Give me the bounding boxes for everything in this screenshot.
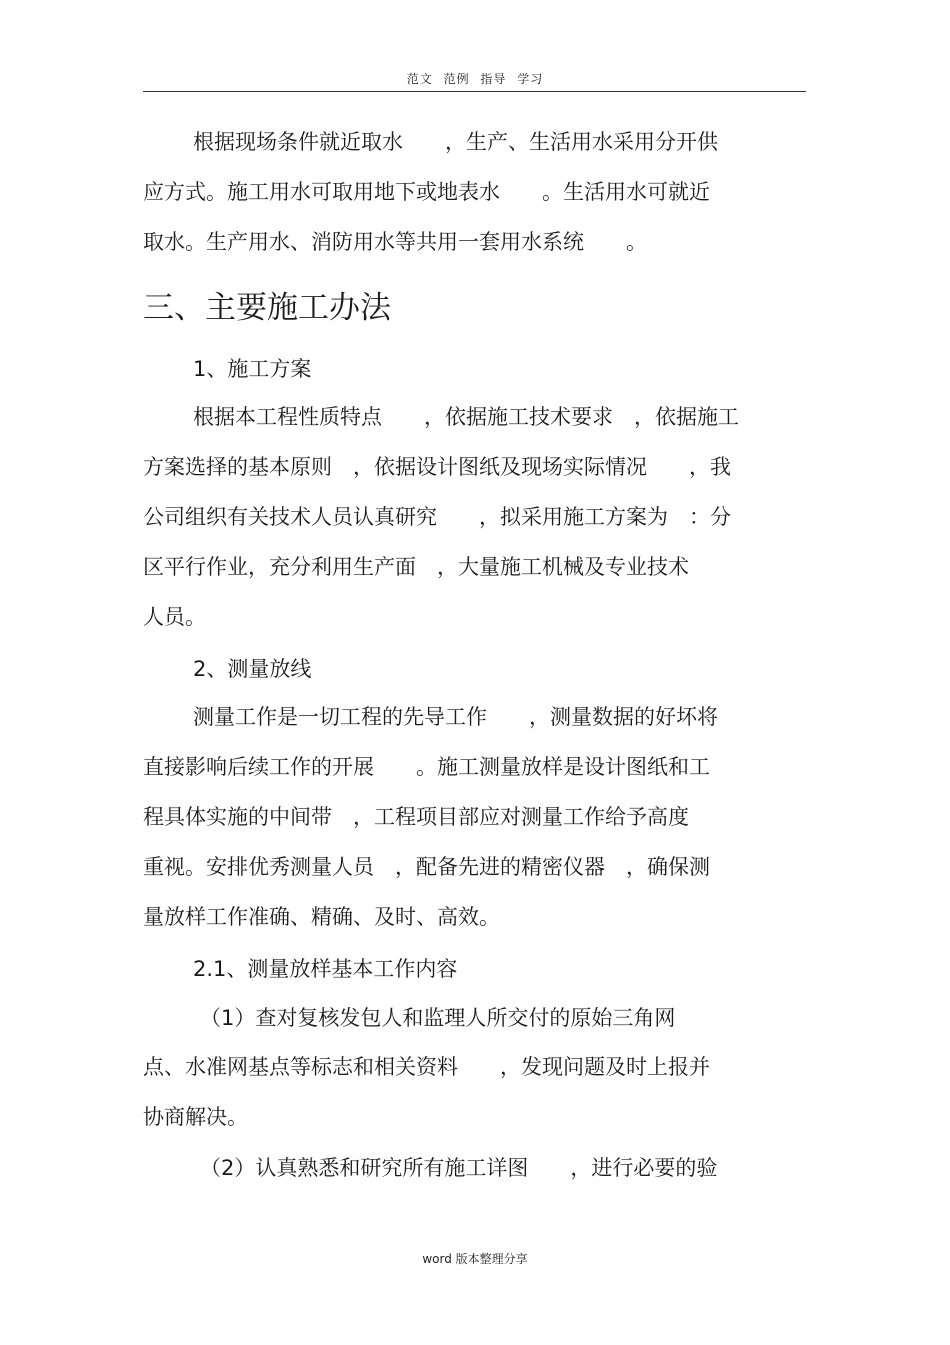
body-line: 程具体实施的中间带 ，工程项目部应对测量工作给予高度	[143, 805, 689, 829]
header-item: 范例	[443, 72, 470, 86]
subsection-title: 2、测量放线	[193, 657, 312, 681]
body-line: （2）认真熟悉和研究所有施工详图 ，进行必要的验	[200, 1156, 718, 1180]
header-text	[0, 70, 950, 87]
subsection-title: 2.1、测量放样基本工作内容	[193, 957, 458, 981]
body-line: 区平行作业，充分利用生产面 ，大量施工机械及专业技术	[143, 555, 689, 579]
body-line: 人员。	[143, 605, 206, 629]
page-footer: word 版本整理分享	[422, 1252, 528, 1266]
body-line: 协商解决。	[143, 1105, 248, 1129]
body-line: 重视。安排优秀测量人员 ，配备先进的精密仪器 ，确保测	[143, 855, 710, 879]
body-line: （1）查对复核发包人和监理人所交付的原始三角网	[200, 1006, 676, 1030]
section-heading: 三、主要施工办法	[143, 290, 391, 326]
body-line: 直接影响后续工作的开展 。施工测量放样是设计图纸和工	[143, 755, 710, 779]
body-line: 应方式。施工用水可取用地下或地表水 。生活用水可就近	[143, 180, 710, 204]
body-line: 测量工作是一切工程的先导工作 ，测量数据的好坏将	[193, 705, 718, 729]
body-line: 点、水准网基点等标志和相关资料 ，发现问题及时上报并	[143, 1055, 710, 1079]
body-line: 方案选择的基本原则 ，依据设计图纸及现场实际情况 ，我	[143, 455, 731, 479]
body-line: 量放样工作准确、精确、及时、高效。	[143, 905, 500, 929]
header-divider	[143, 91, 806, 92]
body-line: 取水。生产用水、消防用水等共用一套用水系统 。	[143, 230, 647, 254]
body-line: 公司组织有关技术人员认真研究 ，拟采用施工方案为 ：分	[143, 505, 731, 529]
header-item: 学习	[517, 72, 544, 86]
body-line: 根据本工程性质特点 ，依据施工技术要求 ，依据施工	[193, 405, 739, 429]
header-item: 指导	[480, 72, 507, 86]
subsection-title: 1、施工方案	[193, 357, 312, 381]
header-item: 范文	[406, 72, 433, 86]
body-line: 根据现场条件就近取水 ，生产、生活用水采用分开供	[193, 130, 718, 154]
